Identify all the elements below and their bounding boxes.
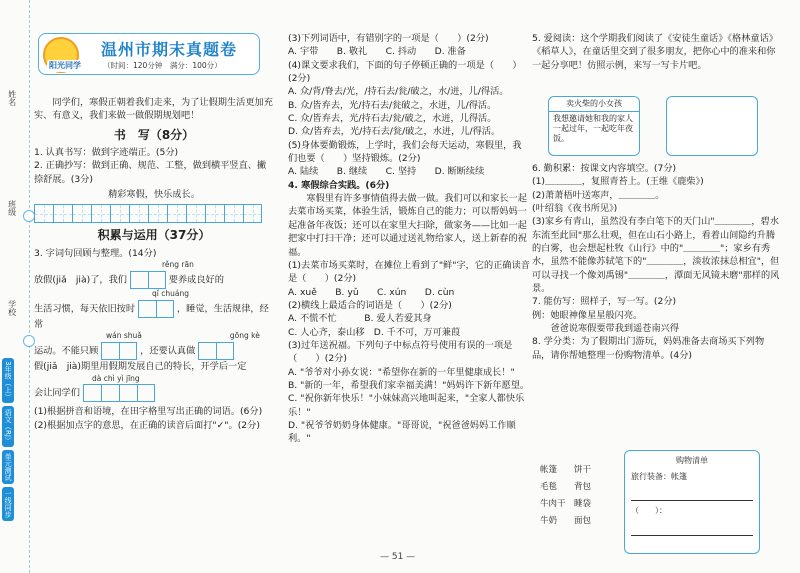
passage-line: ，还要认真做 [140,345,196,357]
pinyin-2: qǐ chuáng [152,289,189,299]
c2-options: A. 陆续 B. 继续 C. 坚持 D. 断断续续 [288,166,485,178]
c2-line: (4)课文要求我们，下面的句子停顿正确的一项是（ ）(2分) [288,59,522,85]
passage-line: 要养成良好的 [168,274,224,286]
c2-option: C. "祝你新年快乐！"小妹妹高兴地叫起来，"全家人都快乐乐！" [288,393,525,418]
answer-boxes[interactable] [83,384,155,402]
c2-passage: 寒假里有许多事情值得去做一做。我们可以和家长一起去菜市场买菜，体验生活，锻炼自己的能力；可以帮妈妈一起准备年夜饭；还可以在家里大扫除，做家务——比如一起把家中打扫干净；还可以通过送礼物给家人，送上新春的祝福。 [288,193,527,258]
series-tabs [2,358,26,558]
answer-line[interactable] [631,488,753,501]
c2-option: D. 众/皆弃去，光/持石去/瓮/破之，水迸，儿/得活。 [288,126,501,138]
question-2: 2. 正确抄写：做到正确、规范、工整，做到横平竖直、撇捺舒展。(3分) [34,160,267,185]
shopping-row: （ ）： [631,506,667,516]
answer-boxes[interactable] [101,342,137,360]
passage-line: 生活习惯，每天依旧按时 [34,303,136,315]
tianzige-grid[interactable] [34,204,274,223]
pinyin-3a: wán shuǎ [106,331,142,341]
binding-margin [0,0,30,573]
shopping-list-card [624,450,760,554]
pinyin-3b: gōng kè [229,331,260,341]
shopping-row: 旅行装备：帐篷 [631,471,687,481]
pinyin-4: dà chì yì jīng [92,373,140,383]
q6-2: (2)萧萧梧叶送寒声，＿＿＿＿。 [532,189,665,201]
column-2 [288,32,530,446]
series-tab: 一线同步 [2,487,14,521]
c2-line: (2)横线上最适合的词语是（ ）(2分) [288,299,452,311]
answer-card[interactable] [666,96,758,156]
q7-example: 例：她眼神像星星般闪亮。 [532,309,643,321]
column-3-lower [532,162,782,362]
c2-line: (1)去菜市场买菜时，在摊位上看到了"鲜"字，它的正确读音是（ ）(2分) [288,259,530,285]
example-card [548,96,640,156]
c2-line: (5)身体要勤锻炼，上学时，我们会每天运动，寒假里，我们也要（ ）坚持锻炼。(2分) [288,139,522,165]
item-row: 牛肉干 睡袋 [540,499,592,509]
item-list [540,462,591,530]
question-5: 5. 爱阅读：这个学期我们阅读了《安徒生童话》《格林童话》《稻草人》，在童话里交到了很多朋友，把你心中的准来和你一起分享吧！仿照示例，来写一写卡片吧。 [532,33,778,71]
answer-boxes[interactable] [130,271,166,289]
series-tab: 单元测试 [2,450,14,484]
question-3: 3. 字词句回顾与整理。(14分) [34,247,157,259]
class-label: 班级 [7,200,17,216]
c2-option: B. 众/皆弃去，光/持石去/瓮破之，水迸，儿/得活。 [288,99,497,111]
card-title: 卖火柴的小女孩 [549,97,639,112]
c2-options: A. 不慌不忙 B. 爱人若爱其身 [288,313,432,325]
exam-title: 温州市期末真题卷 [101,40,238,59]
shopping-list-title: 购物清单 [676,456,708,465]
column-3 [532,32,782,72]
intro-text: 同学们，寒假正朝着我们走来，为了让假期生活更加充实、有意义，我们来做一做假期规划吧！ [34,97,273,122]
question-4: 4. 寒假综合实践。(6分) [288,179,390,191]
section-accumulation: 积累与运用（37分） [97,228,211,243]
series-tab: 3年级（上） [2,358,14,403]
q7-source: 爸爸说寒假要带我到遥苍南兴得 [550,323,680,335]
copy-text: 精彩寒假，快乐成长。 [108,189,200,201]
answer-boxes[interactable] [138,300,174,318]
q6-1: (1)＿＿＿＿，复照青苔上。(王维《鹿柴》) [532,176,704,188]
question-1: 1. 认真书写：做到字迹端正。(5分) [34,147,179,159]
school-label: 学校 [7,300,17,316]
q6-2b: (叶绍翁《夜书所见》) [532,203,618,215]
c2-options: A. 宇带 B. 敬礼 C. 抖动 D. 准备 [288,46,466,58]
question-7: 7. 能仿写：照样子，写一写。(2分) [532,296,677,308]
c2-option: B. "新的一年，希望我们家幸福美满！"妈妈许下新年愿望。 [288,379,530,391]
passage-line: ，睡觉，生活规律，经常 [34,303,269,330]
c2-line: (3)下列词语中，有错别字的一项是（ ）(2分) [288,33,489,44]
c2-option: A. "爷爷对小孙女说："希望你在新的一年里健康成长！" [288,366,515,378]
sub-question-2: (2)根据加点字的意思，在正确的读音后面打"✓"。(2分) [34,419,260,431]
pinyin-1: rěng rān [162,260,194,270]
series-tab: 语文（RJ） [2,406,14,447]
c2-options: A. xuě B. yǔ C. xún D. cùn [288,286,455,298]
passage-line: 会让同学们 [34,387,80,399]
c2-line: (3)过年送祝福。下列句子中标点符号使用有误的一项是（ ）(2分) [288,339,513,365]
sub-question-1: (1)根据拼音和语境，在田字格里写出正确的词语。(6分) [34,406,263,418]
name-label: 姓名 [7,90,17,106]
item-row: 毛毯 背包 [540,482,592,492]
brand-logo: 阳光同学 [49,61,81,70]
column-1 [34,96,274,432]
answer-boxes[interactable] [198,342,234,360]
c2-option: C. 众/皆弃去，光/持石去/瓮/破之，水迸，儿得活。 [288,113,497,125]
q6-3: (3)家乡有青山，虽然没有李白笔下的天门山"＿＿＿＿，碧水东流至此回"那么壮观，但在山石小路上，看着山间隐约升腾的白雾，也会想起杜牧《山行》中的"＿＿＿＿"；家乡有秀水，虽然不能像苏轼笔下的"＿＿＿＿，淡妆浓抹总相宜"，但可以寻找一个像刘禹锡"＿＿＿＿，潭面无风镜未磨"那样的风景。 [532,216,780,295]
item-row: 帐篷 饼干 [540,465,592,475]
item-row: 牛奶 面包 [540,516,592,526]
question-6: 6. 勤积累：按课文内容填空。(7分) [532,163,677,174]
exam-info: （时间：120分钟 满分：100分） [103,61,222,70]
passage-line: 假(jiǎ jià)期里用假期发展自己的特长，开学后一定 [34,361,247,373]
passage-line: 运动。不能只顾 [34,345,99,357]
c2-options: C. 人心齐，泰山移 D. 千不可，万可兼葭 [288,326,461,338]
section-writing: 书 写（8分） [113,127,195,142]
card-text: 我想邀请她和我的家人一起过年，一起吃年夜饭。 [553,113,633,144]
question-8: 8. 学分类：为了假期出门游玩，妈妈准备去商场买下列物品，请你帮她整理一份购物清单。(4分) [532,336,765,361]
answer-line[interactable] [631,523,753,536]
c2-option: D. "祝爷爷奶奶身体健康。"哥哥说，"祝爸爸妈妈工作顺利。" [288,419,516,445]
c2-option: A. 众/背/脊去/光，/持石去/瓮/破之，水/迸，儿/得活。 [288,86,509,98]
page-number: — 51 — [380,552,416,562]
passage-line: 放假(jiǎ jià)了，我们 [34,274,127,286]
title-banner [38,33,260,75]
